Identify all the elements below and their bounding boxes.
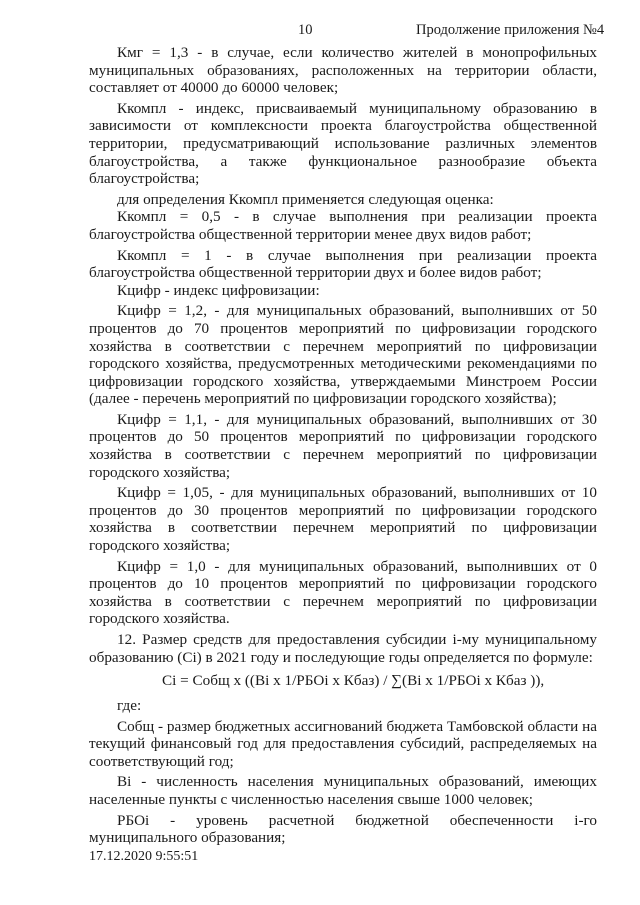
document-body xyxy=(89,44,597,666)
paragraph-kmg: Кмг = 1,3 - в случае, если количество жителей в монопрофильных муниципальных образованиях, расположенных на территории области, составляет от 40000 до 60000 человек; xyxy=(89,44,597,97)
paragraph-kkompl-assessment: для определения Ккомпл применяется следующая оценка: xyxy=(117,190,494,208)
definitions-block xyxy=(89,697,597,847)
page-number: 10 xyxy=(298,22,313,38)
definition-rboi: РБОi - уровень расчетной бюджетной обеспеченности i-го муниципального образования; xyxy=(89,811,597,847)
paragraph-kcifr: Кцифр - индекс цифровизации: xyxy=(117,281,320,299)
subsidy-formula: Сi = Собщ х ((Вi х 1/РБОi х Кбаз) / ∑(Вi х 1/РБОi х Кбаз )), xyxy=(162,672,545,689)
paragraph-kcifr-11: Кцифр = 1,1, - для муниципальных образований, выполнивших от 30 процентов до 50 процентов мероприятий по цифровизации городского хозяйства в соответствии с перечнем мероприятий по цифровизации городского хозяйства; xyxy=(89,410,597,481)
paragraph-kcifr-105: Кцифр = 1,05, - для муниципальных образований, выполнивших от 10 процентов до 30 процентов мероприятий по цифровизации городского хозяйства в соответствии перечнем мероприятий по цифровизации городского хозяйства; xyxy=(89,484,597,555)
definition-sobsch: Собщ - размер бюджетных ассигнований бюджета Тамбовской области на текущий финансовый год для предоставления субсидий, распределяемых на соответствующий год; xyxy=(89,717,597,770)
paragraph-kkompl-1: Ккомпл = 1 - в случае выполнения при реализации проекта благоустройства общественной территории двух и более видов работ; xyxy=(89,246,597,282)
print-timestamp: 17.12.2020 9:55:51 xyxy=(89,849,199,864)
definition-bi: Вi - численность населения муниципальных образований, имеющих населенные пункты с численностью населения свыше 1000 человек; xyxy=(89,773,597,808)
paragraph-kkompl: Ккомпл - индекс, присваиваемый муниципальному образованию в зависимости от комплексности проекта благоустройства общественной территории, предусматривающий использование различных элементов благоустройства, а также функциональное разнообразие объекта благоустройства; xyxy=(89,99,597,188)
paragraph-subsidy-size: 12. Размер средств для предоставления субсидии i-му муниципальному образованию (Сi) в 2021 году и последующие годы определяется по формуле: xyxy=(89,631,597,666)
paragraph-kcifr-10: Кцифр = 1,0 - для муниципальных образований, выполнивших от 0 процентов до 10 процентов мероприятий по цифровизации городского хозяйства в соответствии с перечнем мероприятий по цифровизации городского хозяйства. xyxy=(89,557,597,628)
paragraph-kkompl-05: Ккомпл = 0,5 - в случае выполнения при реализации проекта благоустройства общественной территории менее двух видов работ; xyxy=(89,208,597,243)
paragraph-kcifr-12: Кцифр = 1,2, - для муниципальных образований, выполнивших от 50 процентов до 70 процентов мероприятий по цифровизации городского хозяйства в соответствии с перечнем мероприятий по цифровизации городского хозяйства, предусмотренных методическими рекомендациями по цифровизации городского хозяйства, утверждаемыми Минстроем России (далее - перечень мероприятий по цифровизации городского хозяйства); xyxy=(89,302,597,408)
continuation-note: Продолжение приложения №4 xyxy=(416,22,605,38)
where-label: где: xyxy=(117,697,142,714)
